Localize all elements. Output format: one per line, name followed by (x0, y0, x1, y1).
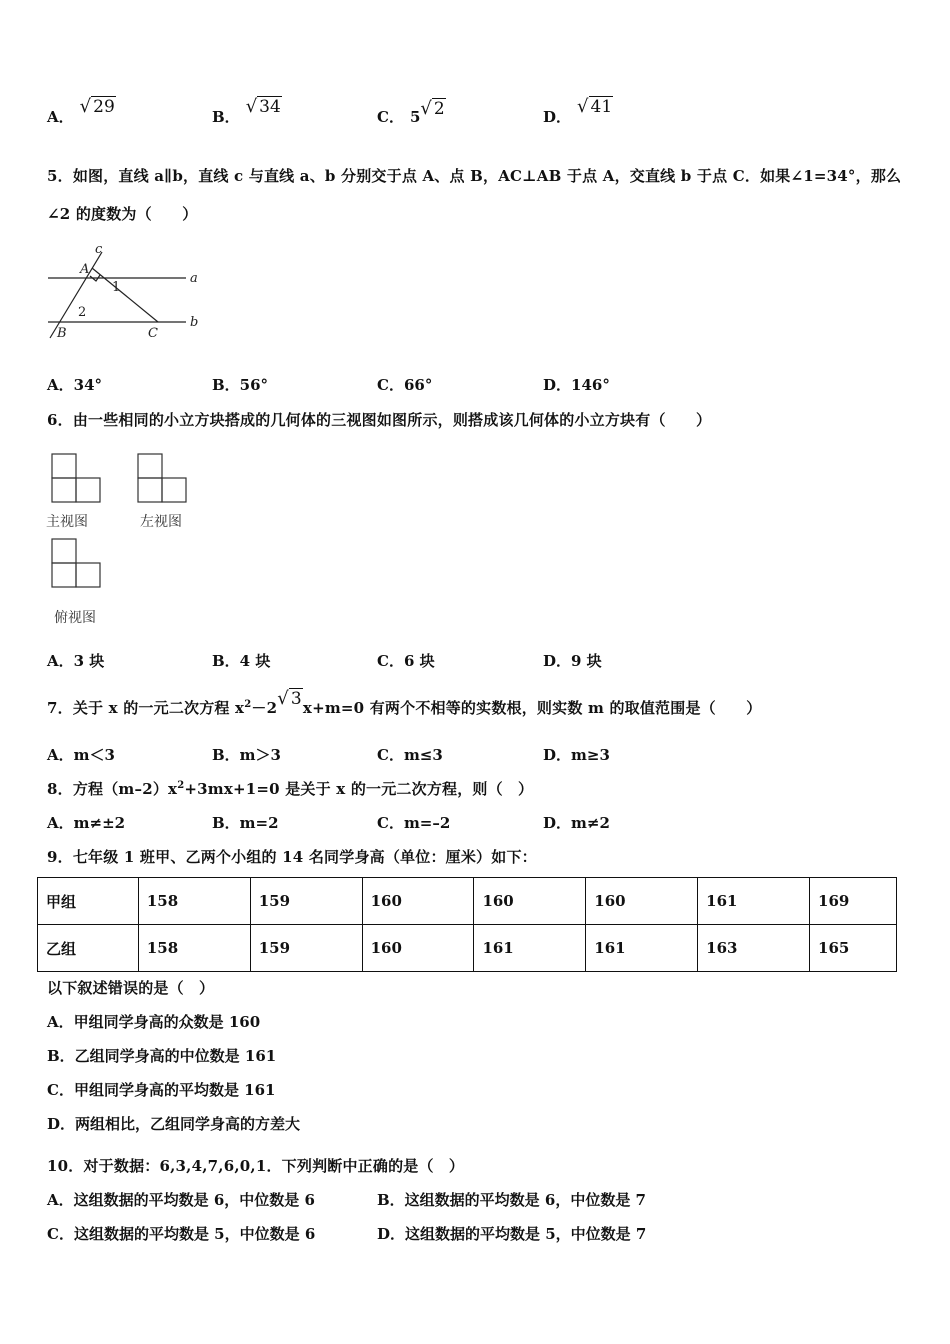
table-cell: 161 (698, 878, 810, 925)
option-label: C． (377, 108, 404, 126)
row-header: 乙组 (38, 925, 139, 972)
label-a: a (190, 271, 198, 286)
q9-option-d[interactable]: D．两组相比，乙组同学身高的方差大 (47, 1115, 301, 1133)
table-cell: 158 (138, 925, 250, 972)
front-view-figure (50, 452, 104, 504)
q7-mid: －2 (251, 699, 278, 717)
table-cell: 169 (810, 878, 897, 925)
table-cell: 159 (250, 878, 362, 925)
label-c: c (95, 242, 103, 257)
table-cell: 160 (362, 925, 474, 972)
table-cell: 165 (810, 925, 897, 972)
q6-stem: 6．由一些相同的小立方块搭成的几何体的三视图如图所示，则搭成该几何体的小立方块有（ ） (47, 411, 712, 429)
q7-suffix: x+m=0 有两个不相等的实数根，则实数 m 的取值范围是（ ） (302, 699, 762, 717)
q6-option-d[interactable]: D．9 块 (543, 652, 602, 670)
radicand: 34 (259, 97, 281, 117)
q8-exponent: 2 (177, 780, 185, 791)
q7-option-b[interactable]: B．m＞3 (212, 746, 281, 764)
row-header: 甲组 (38, 878, 139, 925)
table-cell: 160 (362, 878, 474, 925)
left-view-figure (136, 452, 190, 504)
q10-stem: 10．对于数据：6,3,4,7,6,0,1．下列判断中正确的是（ ） (47, 1157, 465, 1175)
sqrt-expression: √ 29 (79, 96, 115, 117)
q8-option-a[interactable]: A．m≠±2 (47, 814, 126, 832)
q5-stem-line2: ∠2 的度数为（ ） (47, 205, 198, 223)
q10-option-d[interactable]: D．这组数据的平均数是 5，中位数是 7 (377, 1225, 647, 1243)
q7-exponent: 2 (244, 699, 252, 710)
height-table (37, 877, 897, 972)
front-view-caption: 主视图 (46, 514, 88, 530)
q10-option-c[interactable]: C．这组数据的平均数是 5，中位数是 6 (47, 1225, 316, 1243)
top-view-caption: 俯视图 (54, 610, 96, 626)
option-label: B． (212, 108, 240, 126)
q10-option-b[interactable]: B．这组数据的平均数是 6，中位数是 7 (377, 1191, 646, 1209)
table-row (38, 925, 897, 972)
radicand: 2 (433, 99, 445, 119)
q10-option-a[interactable]: A．这组数据的平均数是 6，中位数是 6 (47, 1191, 315, 1209)
label-point-b: B (57, 326, 67, 341)
table-cell: 163 (698, 925, 810, 972)
radicand: 29 (93, 97, 115, 117)
q4-option-c[interactable] (377, 98, 446, 127)
q6-option-c[interactable]: C．6 块 (377, 652, 435, 670)
option-label: A． (47, 108, 74, 126)
table-cell: 161 (474, 925, 586, 972)
q5-geometry-figure (40, 240, 210, 345)
q8-suffix: +3mx+1=0 是关于 x 的一元二次方程，则（ ） (184, 780, 534, 798)
q9-option-b[interactable]: B．乙组同学身高的中位数是 161 (47, 1047, 277, 1065)
q7-option-c[interactable]: C．m≤3 (377, 746, 443, 764)
table-cell: 161 (586, 925, 698, 972)
q9-stem: 9．七年级 1 班甲、乙两个小组的 14 名同学身高（单位：厘米）如下： (47, 848, 537, 866)
q5-option-a[interactable]: A．34° (47, 376, 103, 394)
segment-ac (92, 268, 158, 322)
table-cell: 160 (586, 878, 698, 925)
q9-option-c[interactable]: C．甲组同学身高的平均数是 161 (47, 1081, 276, 1099)
q4-option-d[interactable] (543, 96, 613, 127)
q8-option-c[interactable]: C．m=–2 (377, 814, 451, 832)
q7-prefix: 7．关于 x 的一元二次方程 x (47, 699, 245, 717)
q4-option-a[interactable] (47, 96, 116, 127)
label-point-c: C (148, 326, 158, 341)
q7-radicand: 3 (290, 689, 302, 709)
q6-option-a[interactable]: A．3 块 (47, 652, 105, 670)
q6-option-b[interactable]: B．4 块 (212, 652, 271, 670)
q8-option-d[interactable]: D．m≠2 (543, 814, 610, 832)
table-cell: 159 (250, 925, 362, 972)
q8-stem (47, 778, 533, 799)
q7-sqrt: √ 3 (277, 688, 302, 709)
table-cell: 158 (138, 878, 250, 925)
q5-option-d[interactable]: D．146° (543, 376, 610, 394)
option-label: D． (543, 108, 572, 126)
q5-option-c[interactable]: C．66° (377, 376, 433, 394)
top-view-figure (50, 537, 104, 589)
q4-option-b[interactable] (212, 96, 282, 127)
q8-prefix: 8．方程（m–2）x (47, 780, 178, 798)
left-view-caption: 左视图 (140, 514, 182, 530)
q5-option-b[interactable]: B．56° (212, 376, 269, 394)
q7-stem (47, 688, 762, 718)
radicand: 41 (590, 97, 613, 117)
label-point-a: A (80, 262, 90, 277)
q5-stem-line1: 5．如图，直线 a∥b，直线 c 与直线 a、b 分别交于点 A、点 B，AC⊥AB 于点 A，交直线 b 于点 C．如果∠1=34°，那么 (47, 167, 902, 185)
label-angle-2: 2 (78, 305, 87, 320)
label-b: b (190, 315, 199, 330)
sqrt-expression: √ 41 (577, 96, 613, 117)
q7-option-d[interactable]: D．m≥3 (543, 746, 610, 764)
table-row (38, 878, 897, 925)
sqrt-expression: √ 34 (245, 96, 281, 117)
q8-option-b[interactable]: B．m=2 (212, 814, 279, 832)
table-cell: 160 (474, 878, 586, 925)
sqrt-expression: √ 2 (420, 98, 445, 119)
label-angle-1: 1 (112, 280, 121, 295)
q9-prompt: 以下叙述错误的是（ ） (47, 979, 215, 997)
q7-option-a[interactable]: A．m＜3 (47, 746, 115, 764)
coefficient: 5 (409, 108, 421, 126)
q9-option-a[interactable]: A．甲组同学身高的众数是 160 (47, 1013, 261, 1031)
